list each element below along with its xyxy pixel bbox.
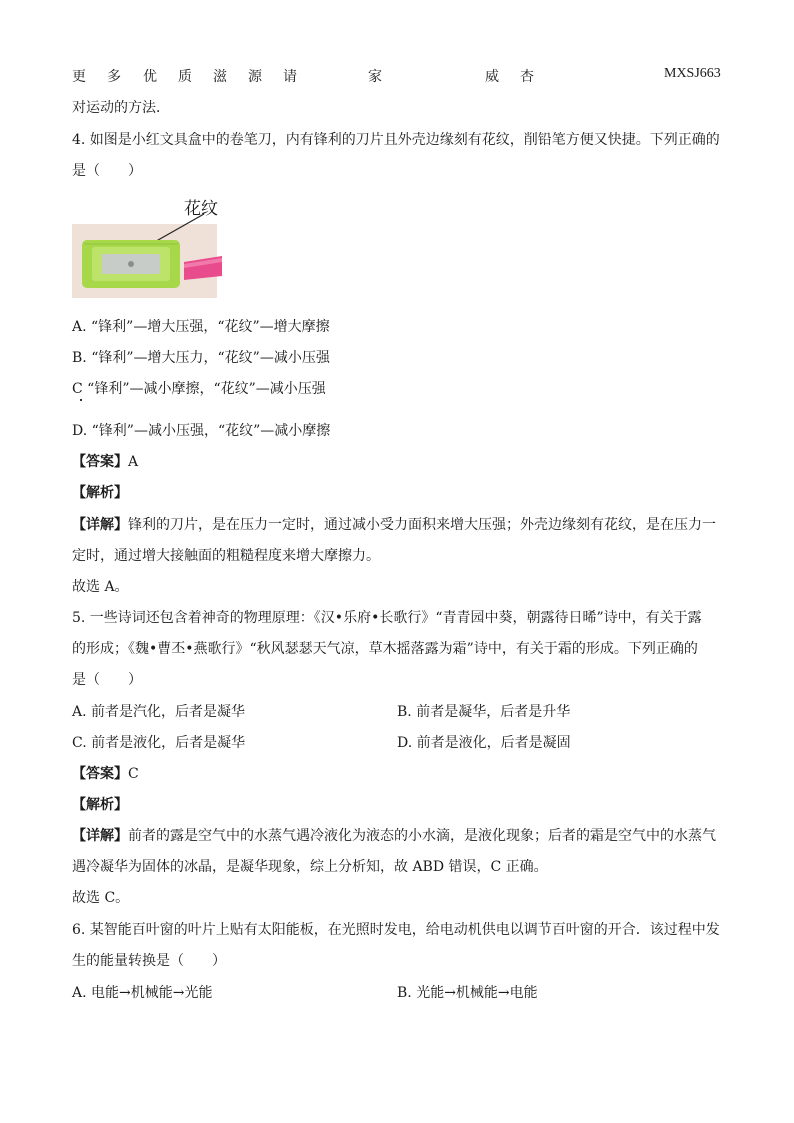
question-4-option-d: D. “锋利”—减小压强，“花纹”—减小摩擦 (72, 423, 331, 439)
question-5-answer (72, 764, 139, 784)
explanation-tag: 【详解】 (72, 828, 128, 844)
question-5-stem-cont: 的形成；《魏•曹丕•燕歌行》“秋风瑟瑟天气凉，草木摇落露为霜”诗中，有关于霜的形成。下列正确的 (72, 641, 698, 657)
header-code: MXSJ663 (664, 66, 721, 81)
pencil-sharpener-photo (72, 192, 222, 302)
header-char: 质 (178, 69, 192, 85)
question-5-stem: 5. 一些诗词还包含着神奇的物理原理：《汉•乐府•长歌行》“青青园中葵，朝露待日晞”诗中，有关于露 (72, 610, 702, 626)
figure-label: 花纹 (184, 199, 218, 219)
watermark-header (72, 66, 722, 86)
question-5-explanation-cont: 遇冷凝华为固体的冰晶，是凝华现象，综上分析知，故 ABD 错误，C 正确。 (72, 859, 548, 875)
answer-value: A (128, 454, 139, 470)
question-4-option-b: B. “锋利”—增大压力，“花纹”—减小压强 (72, 350, 330, 366)
answer-tag: 【答案】 (72, 766, 128, 782)
question-6-stem: 6. 某智能百叶窗的叶片上贴有太阳能板，在光照时发电，给电动机供电以调节百叶窗的开合．该过程中发 (72, 922, 720, 938)
question-4-explanation-cont: 定时，通过增大接触面的粗糙程度来增大摩擦力。 (72, 548, 380, 564)
text-line: 对运动的方法． (72, 100, 170, 116)
header-char: 更 (72, 69, 86, 85)
question-4-selection: 故选 A。 (72, 579, 129, 595)
question-6-option-b: B. 光能→机械能→电能 (397, 985, 538, 1001)
explanation-text: 锋利的刀片，是在压力一定时，通过减小受力面积来增大压强；外壳边缘刻有花纹，是在压力一 (128, 517, 716, 533)
header-char: 威 (485, 69, 499, 85)
question-6-stem-cont: 生的能量转换是（ ） (72, 953, 226, 969)
question-4-stem: 4. 如图是小红文具盒中的卷笔刀，内有锋利的刀片且外壳边缘刻有花纹，削铅笔方便又快捷。下列正确的 (72, 132, 720, 148)
question-5-explanation (72, 826, 716, 846)
header-char: 源 (248, 69, 262, 85)
header-char: 家 (368, 69, 382, 85)
answer-tag: 【答案】 (72, 454, 128, 470)
question-5-option-c: C. 前者是液化，后者是凝华 (72, 735, 246, 751)
answer-value: C (128, 766, 139, 782)
question-5-stem-cont: 是（ ） (72, 672, 142, 688)
question-5-selection: 故选 C。 (72, 890, 130, 906)
question-5-option-a: A. 前者是汽化，后者是凝华 (72, 704, 246, 720)
explanation-tag: 【详解】 (72, 517, 128, 533)
question-4-stem-cont: 是（ ） (72, 163, 142, 179)
explanation-text: 前者的露是空气中的水蒸气遇冷液化为液态的小水滴，是液化现象；后者的霜是空气中的水蒸气 (128, 828, 716, 844)
header-char: 多 (107, 69, 121, 85)
question-6-option-a: A. 电能→机械能→光能 (72, 985, 213, 1001)
question-4-option-a: A. “锋利”—增大压强，“花纹”—增大摩擦 (72, 319, 330, 335)
question-5-analysis-tag: 【解析】 (72, 797, 128, 813)
stray-dot (80, 399, 82, 401)
question-4-explanation (72, 515, 716, 535)
question-4-answer (72, 452, 138, 472)
question-5-option-b: B. 前者是凝华，后者是升华 (397, 704, 571, 720)
header-char: 滋 (213, 69, 227, 85)
question-4-option-c: C “锋利”—减小摩擦，“花纹”—减小压强 (72, 381, 326, 397)
header-char: 优 (143, 69, 157, 85)
header-char: 杏 (520, 69, 534, 85)
pencil-sharpener-figure (72, 192, 222, 302)
question-5-option-d: D. 前者是液化，后者是凝固 (397, 735, 571, 751)
header-char: 请 (283, 69, 297, 85)
question-4-analysis-tag: 【解析】 (72, 485, 128, 501)
